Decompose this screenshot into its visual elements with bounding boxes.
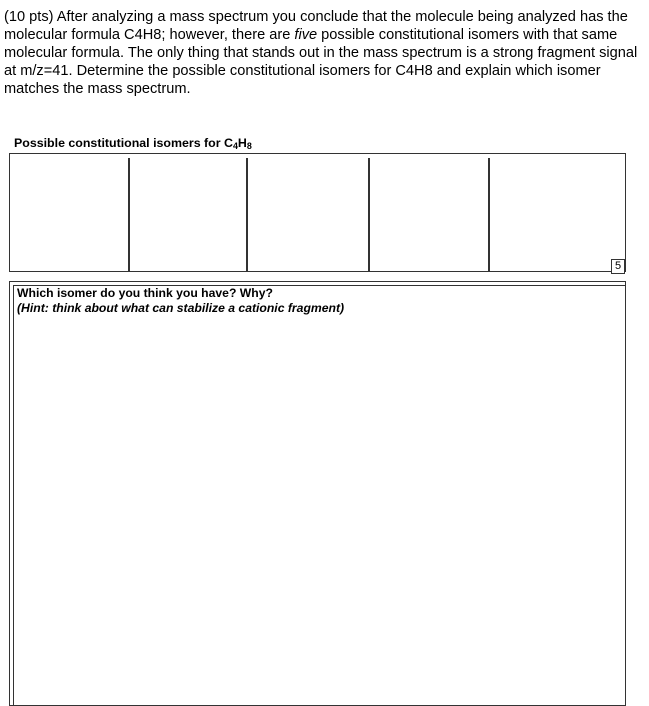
question-text-part-4: and explain which isomer matches the mass spectrum. xyxy=(4,63,601,97)
formula-inline-1: C4H8 xyxy=(124,27,162,43)
isomers-section-label xyxy=(14,136,252,150)
isomer-cell-divider xyxy=(246,158,248,271)
isomer-cell-divider xyxy=(368,158,370,271)
formula-h: H xyxy=(237,136,247,150)
answer-box[interactable] xyxy=(9,281,626,706)
answer-box-inner-border xyxy=(13,285,625,705)
isomer-cell-divider xyxy=(128,158,130,271)
question-text-part-3: possible constitutional isomers with that same molecular formula. The only thing that stands out in the mass spectrum is a strong fragment signal at m/z=41. Determine the possible constitutional isomers for xyxy=(4,27,638,79)
answer-question: Which isomer do you think you have? Why? xyxy=(17,286,273,300)
formula-inline-2: C4H8 xyxy=(395,63,433,79)
question-text-part-2: ; however, there are xyxy=(161,27,295,43)
formula-h-subscript: 8 xyxy=(246,141,252,152)
formula-c-subscript: 4 xyxy=(232,141,238,152)
points-marker: 5 xyxy=(611,259,625,274)
question-text xyxy=(4,8,644,98)
question-text-part-1: After analyzing a mass spectrum you conclude that the molecule being analyzed has the molecular formula xyxy=(4,9,628,43)
question-points: (10 pts) xyxy=(4,9,54,25)
isomer-cell-divider xyxy=(488,158,490,271)
answer-hint: (Hint: think about what can stabilize a cationic fragment) xyxy=(17,301,345,315)
isomer-answer-grid xyxy=(9,153,626,272)
isomers-label-prefix: Possible constitutional isomers for xyxy=(14,136,224,150)
formula-c: C xyxy=(224,136,233,150)
emphasis-five: five xyxy=(294,27,318,43)
